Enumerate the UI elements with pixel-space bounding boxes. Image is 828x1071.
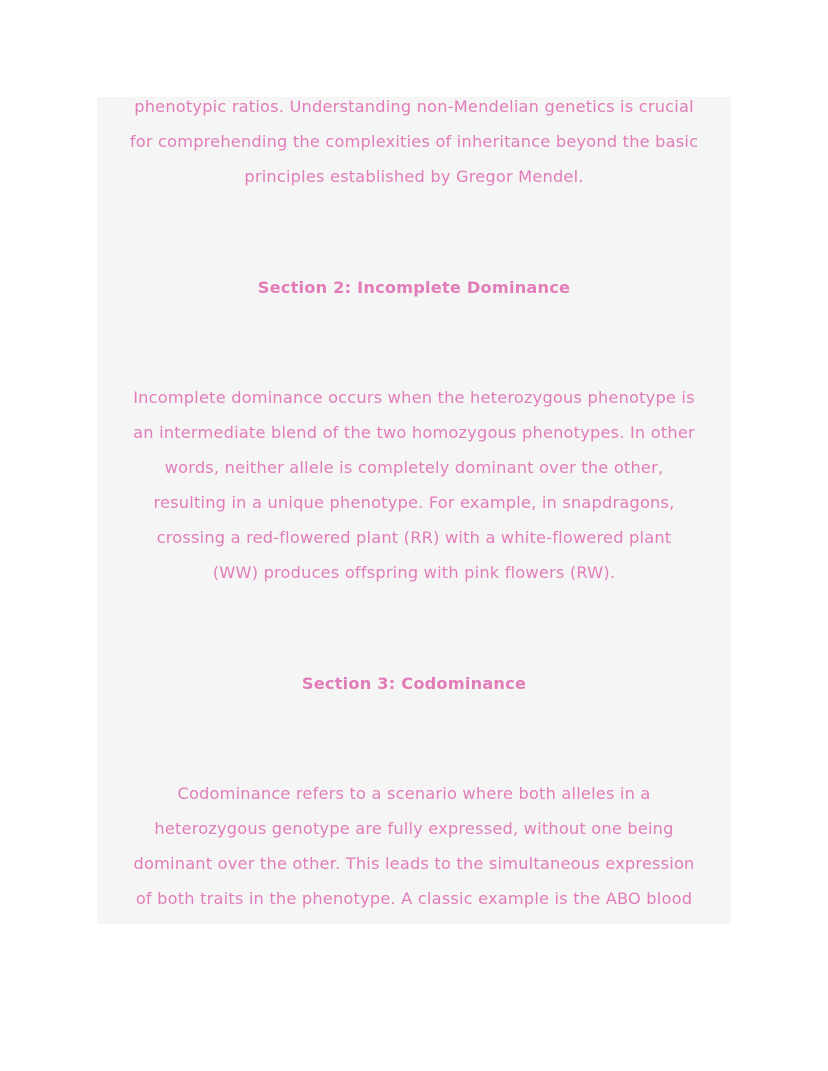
text-line: words, neither allele is completely dominant over the other, xyxy=(164,458,664,477)
text-line: crossing a red-flowered plant (RR) with a white-flowered plant xyxy=(156,528,672,547)
section-2-paragraph xyxy=(97,380,731,590)
text-line: principles established by Gregor Mendel. xyxy=(244,167,584,186)
text-line: heterozygous genotype are fully expressed, without one being xyxy=(154,819,674,838)
text-line: phenotypic ratios. Understanding non-Mendelian genetics is crucial xyxy=(134,97,694,116)
intro-paragraph xyxy=(97,89,731,194)
document-page xyxy=(97,97,731,924)
text-line: for comprehending the complexities of inheritance beyond the basic xyxy=(129,132,699,151)
text-line: an intermediate blend of the two homozygous phenotypes. In other xyxy=(133,423,695,442)
text-line: resulting in a unique phenotype. For example, in snapdragons, xyxy=(153,493,675,512)
text-line: (WW) produces offspring with pink flowers (RW). xyxy=(212,563,616,582)
text-line: Codominance refers to a scenario where both alleles in a xyxy=(177,784,651,803)
text-line: dominant over the other. This leads to the simultaneous expression xyxy=(133,854,695,873)
text-line: Incomplete dominance occurs when the heterozygous phenotype is xyxy=(133,388,695,407)
section-2-heading: Section 2: Incomplete Dominance xyxy=(257,278,571,297)
text-line: of both traits in the phenotype. A classic example is the ABO blood xyxy=(135,889,693,908)
section-3-paragraph xyxy=(97,776,731,916)
section-3-heading: Section 3: Codominance xyxy=(301,674,527,693)
